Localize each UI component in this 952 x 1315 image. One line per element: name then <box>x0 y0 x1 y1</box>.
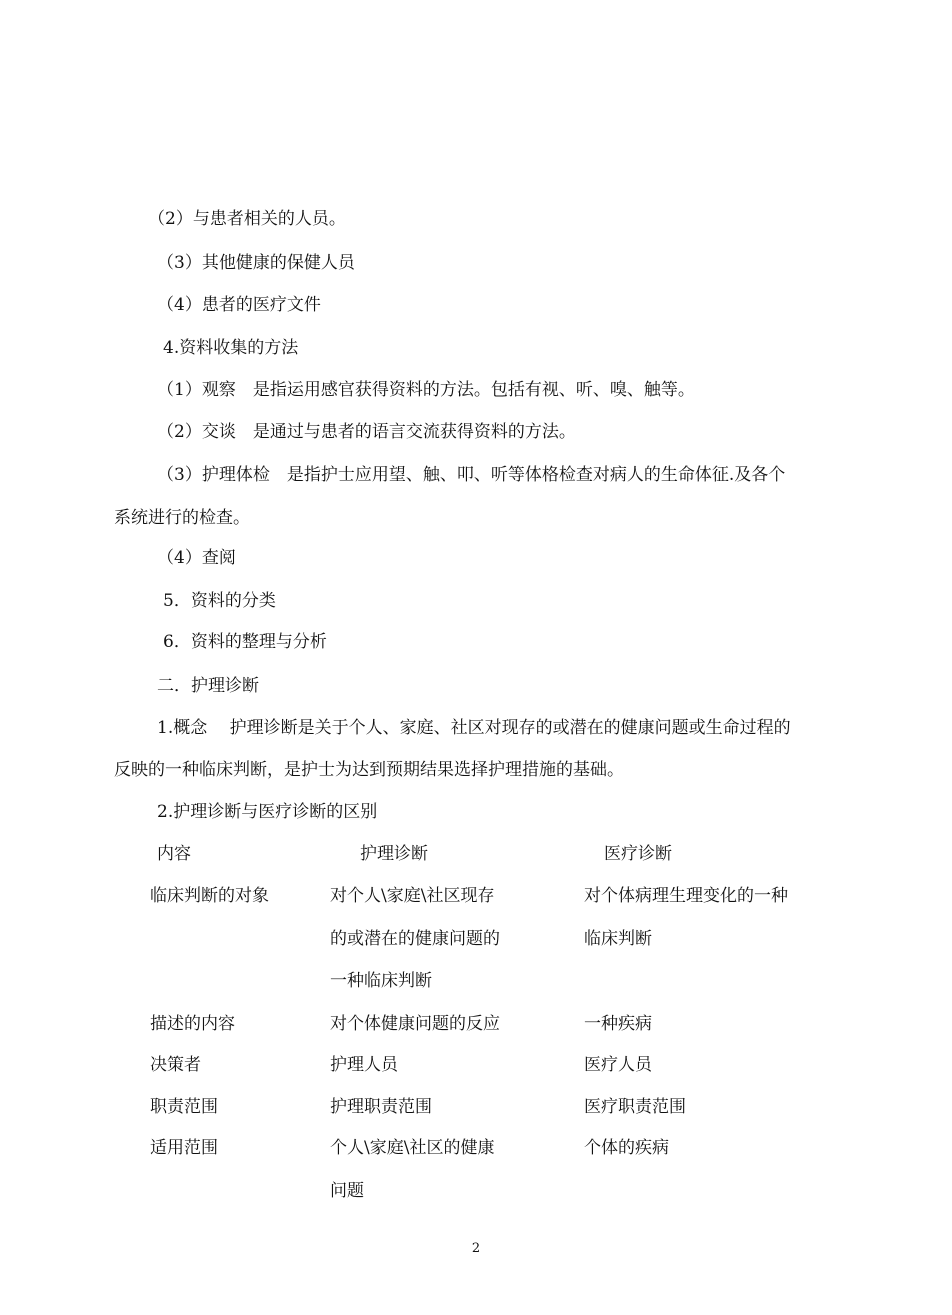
paragraph-line: （1）观察 是指运用感官获得资料的方法。包括有视、听、嗅、触等。 <box>157 380 695 400</box>
table-cell-medical: 一种疾病 <box>584 1014 652 1034</box>
table-row-label: 适用范围 <box>150 1138 218 1158</box>
paragraph-line: （4）患者的医疗文件 <box>157 295 321 315</box>
paragraph-line: 反映的一种临床判断，是护士为达到预期结果选择护理措施的基础。 <box>114 760 624 780</box>
table-cell-nursing: 对个体健康问题的反应 <box>330 1014 500 1034</box>
paragraph-line: （3）其他健康的保健人员 <box>157 253 355 273</box>
paragraph-line: 1.概念 护理诊断是关于个人、家庭、社区对现存的或潜在的健康问题或生命过程的 <box>157 718 791 738</box>
table-cell-nursing: 问题 <box>330 1181 364 1201</box>
section-heading: 5．资料的分类 <box>163 591 276 611</box>
table-cell-nursing: 一种临床判断 <box>330 971 432 991</box>
paragraph-line: 系统进行的检查。 <box>114 508 250 528</box>
table-cell-nursing: 对个人\家庭\社区现存 <box>330 886 495 906</box>
table-cell-nursing: 个人\家庭\社区的健康 <box>330 1138 495 1158</box>
table-row-label: 临床判断的对象 <box>150 886 269 906</box>
table-row-label: 决策者 <box>150 1055 201 1075</box>
table-cell-nursing: 护理人员 <box>330 1055 398 1075</box>
table-cell-medical: 医疗职责范围 <box>584 1097 686 1117</box>
paragraph-line: （2）交谈 是通过与患者的语言交流获得资料的方法。 <box>157 422 576 442</box>
table-header-medical: 医疗诊断 <box>604 844 672 864</box>
page-number: 2 <box>471 1241 481 1256</box>
table-row-label: 职责范围 <box>150 1097 218 1117</box>
table-header-nursing: 护理诊断 <box>360 844 428 864</box>
paragraph-line: （2）与患者相关的人员。 <box>148 209 346 229</box>
chapter-heading: 二．护理诊断 <box>157 676 259 696</box>
section-heading: 2.护理诊断与医疗诊断的区别 <box>157 802 378 822</box>
table-cell-nursing: 护理职责范围 <box>330 1097 432 1117</box>
paragraph-line: （3）护理体检 是指护士应用望、触、叩、听等体格检查对病人的生命体征.及各个 <box>157 465 786 485</box>
table-cell-medical: 对个体病理生理变化的一种 <box>584 886 788 906</box>
paragraph-line: （4）查阅 <box>157 548 236 568</box>
section-heading: 6．资料的整理与分析 <box>163 632 327 652</box>
table-header-content: 内容 <box>157 844 191 864</box>
table-row-label: 描述的内容 <box>150 1014 235 1034</box>
table-cell-medical: 个体的疾病 <box>584 1138 669 1158</box>
table-cell-medical: 临床判断 <box>584 929 652 949</box>
table-cell-medical: 医疗人员 <box>584 1055 652 1075</box>
section-heading: 4.资料收集的方法 <box>163 338 299 358</box>
table-cell-nursing: 的或潜在的健康问题的 <box>330 929 500 949</box>
